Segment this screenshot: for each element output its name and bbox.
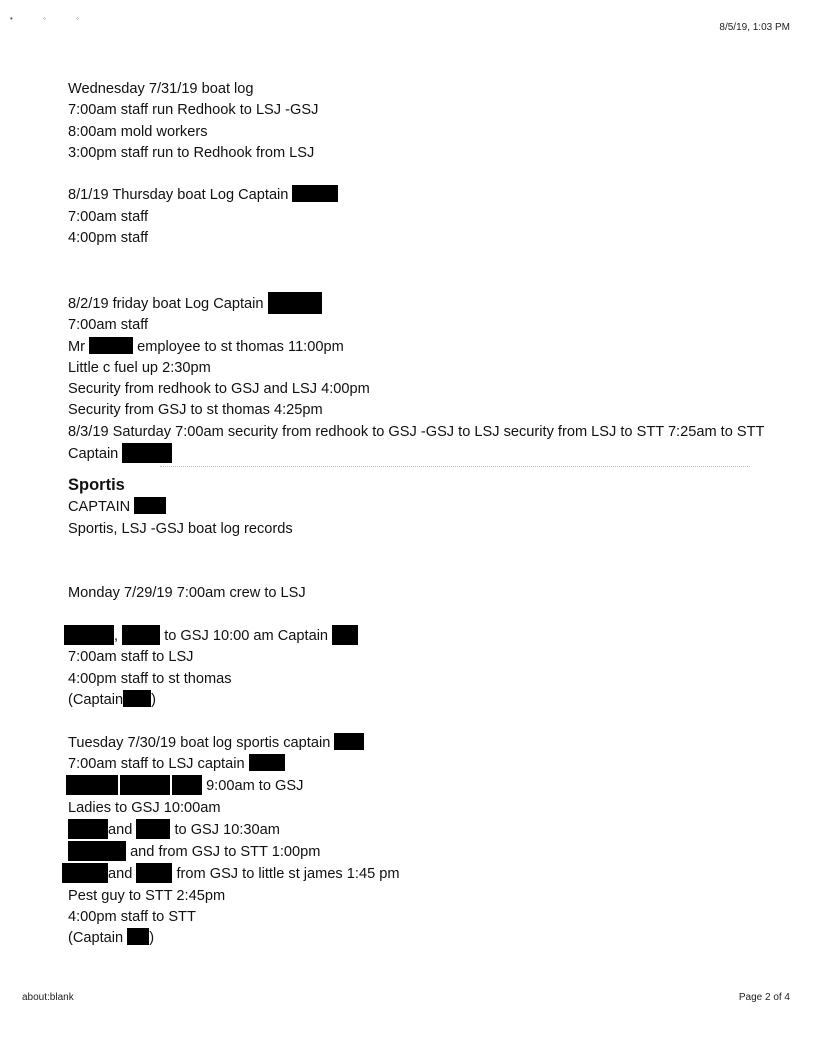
log-line: Security from redhook to GSJ and LSJ 4:00pm	[68, 381, 370, 398]
log-line: 7:00am staff to LSJ	[68, 649, 194, 666]
log-line: (Captain )	[68, 930, 155, 947]
scan-artifact	[160, 466, 750, 469]
footer-url: about:blank	[22, 992, 74, 1003]
log-line: Ladies to GSJ 10:00am	[68, 799, 221, 816]
boat-log-content	[68, 79, 768, 950]
log-line: 8:00am mold workers	[68, 123, 208, 140]
redaction-bar	[68, 841, 126, 861]
log-line: Wednesday 7/31/19 boat log	[68, 81, 254, 97]
redaction-bar	[136, 863, 172, 883]
log-line: 4:00pm staff	[68, 230, 149, 247]
redaction-bar	[64, 625, 114, 645]
log-line: and to GSJ 10:30am	[68, 819, 768, 841]
redaction-bar	[122, 443, 172, 463]
redaction-bar	[89, 337, 133, 354]
log-line: Tuesday 7/30/19 boat log sportis captain	[68, 733, 768, 754]
redaction-bar	[120, 775, 170, 795]
log-line: CAPTAIN	[68, 497, 768, 518]
log-line: 8/1/19 Thursday boat Log Captain	[68, 185, 768, 206]
redaction-bar	[249, 754, 285, 771]
log-line: 4:00pm staff to STT	[68, 908, 196, 925]
log-line: Mr employee to st thomas 11:00pm	[68, 338, 344, 355]
log-line: 7:00am staff run Redhook to LSJ -GSJ	[68, 102, 319, 119]
page-number: Page 2 of 4	[738, 992, 790, 1003]
redaction-bar	[122, 625, 160, 645]
log-line: 7:00am staff to LSJ captain	[68, 754, 768, 775]
scan-specks: • ◦ ◦	[10, 14, 93, 23]
log-line: Little c fuel up 2:30pm	[68, 359, 211, 376]
log-line: Security from GSJ to st thomas 4:25pm	[68, 402, 323, 419]
log-line: 7:00am staff	[68, 317, 149, 334]
log-line: Pest guy to STT 2:45pm	[68, 887, 226, 904]
log-line: 9:00am to GSJ	[66, 775, 768, 797]
log-line: Sportis, LSJ -GSJ boat log records	[68, 520, 293, 537]
log-line: 8/2/19 friday boat Log Captain	[68, 292, 768, 315]
redaction-bar	[332, 625, 358, 645]
redaction-bar	[172, 775, 202, 795]
log-line: and from GSJ to little st james 1:45 pm	[62, 863, 768, 885]
log-line: 4:00pm staff to st thomas	[68, 670, 232, 687]
redaction-bar	[127, 928, 149, 945]
print-timestamp: 8/5/19, 1:03 PM	[719, 22, 790, 33]
log-line: (Captain )	[68, 692, 157, 709]
log-line: 7:00am staff	[68, 208, 149, 225]
log-line: 8/3/19 Saturday 7:00am security from redhook to GSJ -GSJ to LSJ security from LSJ to STT 7:25am to STT Captain	[68, 423, 765, 463]
redaction-bar	[136, 819, 170, 839]
log-line: , to GSJ 10:00 am Captain	[64, 625, 768, 647]
redaction-bar	[68, 819, 108, 839]
log-line: 3:00pm staff run to Redhook from LSJ	[68, 144, 315, 161]
section-heading: Sportis	[68, 476, 125, 495]
redaction-bar	[134, 497, 166, 514]
redaction-bar	[268, 292, 322, 314]
log-line: and from GSJ to STT 1:00pm	[68, 841, 768, 863]
redaction-bar	[62, 863, 108, 883]
redaction-bar	[292, 185, 338, 202]
redaction-bar	[334, 733, 364, 750]
redaction-bar	[66, 775, 118, 795]
log-line: Monday 7/29/19 7:00am crew to LSJ	[68, 584, 306, 601]
redaction-bar	[123, 690, 151, 707]
